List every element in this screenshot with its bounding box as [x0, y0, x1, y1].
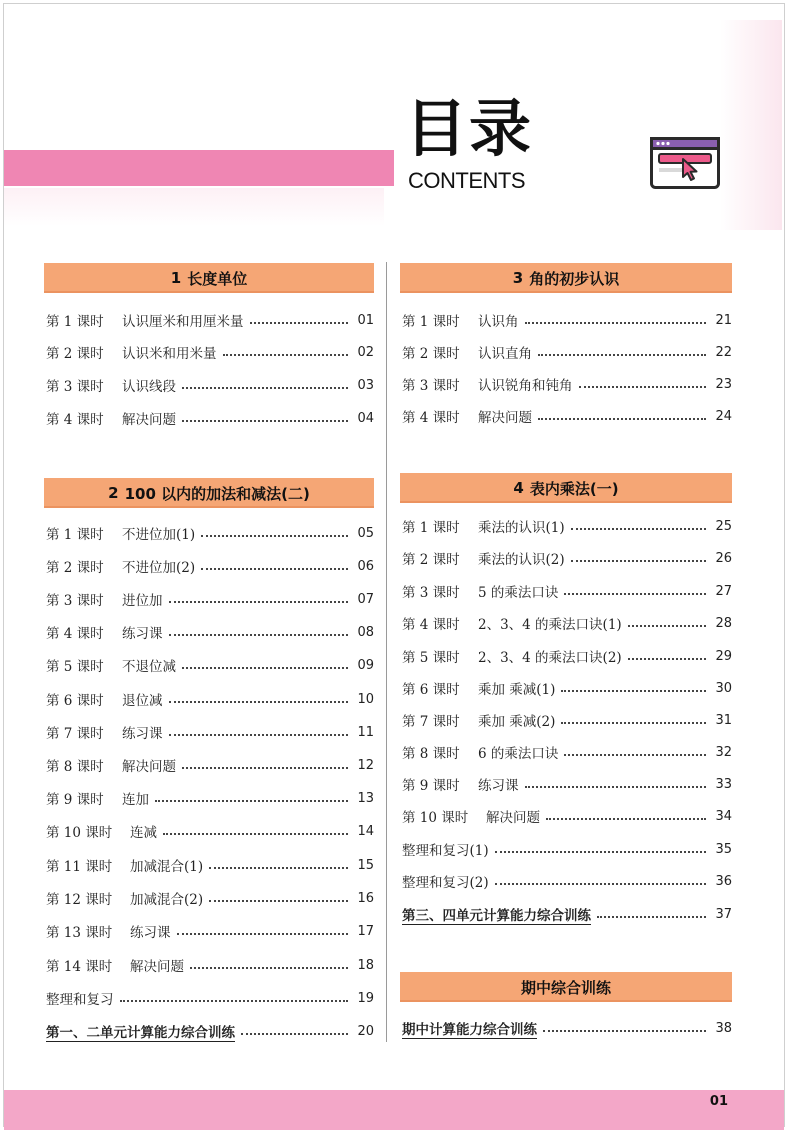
page-ref: 17	[357, 923, 374, 939]
section-header-unit-2[interactable]	[44, 478, 374, 508]
page-number: 01	[709, 1094, 728, 1109]
page-ref: 02	[357, 344, 374, 360]
page-ref: 16	[357, 890, 374, 906]
dot-leader	[209, 900, 348, 902]
section-title: 期中综合训练	[520, 978, 611, 997]
page-ref: 28	[715, 615, 732, 631]
toc-row[interactable]	[46, 309, 374, 331]
toc-row[interactable]	[402, 645, 732, 667]
toc-row[interactable]	[402, 709, 732, 731]
lesson-topic: 连加	[122, 792, 149, 808]
toc-row-review[interactable]	[402, 870, 732, 892]
lesson-topic: 认识锐角和钝角	[478, 378, 573, 394]
dot-leader	[597, 916, 706, 918]
lesson-topic: 解决问题	[122, 412, 176, 428]
lesson-topic: 认识米和用米量	[122, 346, 217, 362]
dot-leader	[579, 386, 707, 388]
toc-row[interactable]	[402, 773, 732, 795]
page-ref: 31	[715, 712, 732, 728]
lesson-topic: 乘加 乘减(1)	[478, 682, 556, 698]
lesson-topic: 2、3、4 的乘法口诀(2)	[478, 650, 622, 666]
lesson-topic: 2、3、4 的乘法口诀(1)	[478, 617, 622, 633]
toc-row[interactable]	[46, 754, 374, 776]
section-title: 表内乘法(一)	[529, 479, 619, 498]
page-ref: 30	[715, 680, 732, 696]
page-ref: 18	[357, 957, 374, 973]
toc-row[interactable]	[46, 341, 374, 363]
header-pink-fade	[4, 188, 384, 226]
toc-row-training[interactable]	[402, 903, 732, 925]
lesson-topic: 认识线段	[122, 379, 176, 395]
toc-row-review[interactable]	[402, 838, 732, 860]
dot-leader	[495, 851, 706, 853]
toc-row[interactable]	[402, 309, 732, 331]
dot-leader	[564, 754, 706, 756]
lesson-label: 第 6 课时	[46, 693, 104, 709]
dot-leader	[169, 701, 349, 703]
lesson-label: 第 13 课时	[46, 925, 113, 941]
page-ref: 13	[357, 790, 374, 806]
dot-leader	[241, 1033, 348, 1035]
dot-leader	[223, 354, 349, 356]
page-ref: 09	[357, 657, 374, 673]
lesson-topic: 认识角	[478, 314, 519, 330]
lesson-label: 第 1 课时	[402, 314, 460, 330]
lesson-label: 第 14 课时	[46, 959, 113, 975]
training-topic: 第一、二单元计算能力综合训练	[46, 1025, 235, 1041]
toc-row[interactable]	[402, 677, 732, 699]
lesson-label: 第 6 课时	[402, 682, 460, 698]
dot-leader	[169, 601, 349, 603]
section-title: 角的初步认识	[529, 269, 620, 288]
page-title: 目录	[405, 92, 534, 165]
lesson-topic: 乘法的认识(2)	[478, 552, 565, 568]
dot-leader	[538, 354, 706, 356]
toc-row[interactable]	[46, 621, 374, 643]
lesson-label: 第 8 课时	[402, 746, 460, 762]
page-ref: 03	[357, 377, 374, 393]
dot-leader	[120, 1000, 349, 1002]
dot-leader	[163, 833, 348, 835]
lesson-label: 第 2 课时	[402, 552, 460, 568]
dot-leader	[182, 667, 348, 669]
lesson-topic: 解决问题	[478, 410, 532, 426]
lesson-topic: 退位减	[122, 693, 163, 709]
dot-leader	[250, 322, 349, 324]
review-topic: 整理和复习(2)	[402, 875, 489, 891]
lesson-label: 第 7 课时	[46, 726, 104, 742]
lesson-topic: 解决问题	[486, 810, 540, 826]
page-ref: 22	[715, 344, 732, 360]
dot-leader	[538, 418, 706, 420]
dot-leader	[209, 867, 348, 869]
toc-row-training[interactable]	[46, 1020, 374, 1042]
toc-row-training[interactable]	[402, 1017, 732, 1039]
toc-row[interactable]	[46, 654, 374, 676]
toc-row[interactable]	[46, 920, 374, 942]
dot-leader	[201, 568, 348, 570]
toc-row[interactable]	[46, 555, 374, 577]
page-ref: 14	[357, 823, 374, 839]
lesson-topic: 解决问题	[130, 959, 184, 975]
lesson-topic: 5 的乘法口诀	[478, 585, 559, 601]
lesson-topic: 练习课	[122, 726, 163, 742]
page-ref: 38	[715, 1020, 732, 1036]
page-ref: 37	[715, 906, 732, 922]
footer-pink-bar	[4, 1090, 784, 1130]
toc-row[interactable]	[46, 407, 374, 429]
page-ref: 26	[715, 550, 732, 566]
lesson-label: 第 11 课时	[46, 859, 113, 875]
training-topic: 期中计算能力综合训练	[402, 1022, 537, 1038]
dot-leader	[525, 786, 707, 788]
page-ref: 04	[357, 410, 374, 426]
page-ref: 36	[715, 873, 732, 889]
page-ref: 15	[357, 857, 374, 873]
header-pink-stripe	[4, 150, 394, 186]
lesson-label: 第 8 课时	[46, 759, 104, 775]
lesson-label: 第 3 课时	[402, 378, 460, 394]
lesson-label: 第 2 课时	[46, 560, 104, 576]
lesson-label: 第 2 课时	[402, 346, 460, 362]
review-topic: 整理和复习	[46, 992, 114, 1008]
lesson-label: 第 4 课时	[46, 626, 104, 642]
lesson-label: 第 4 课时	[402, 410, 460, 426]
page-ref: 25	[715, 518, 732, 534]
page-ref: 10	[357, 691, 374, 707]
page-ref: 05	[357, 525, 374, 541]
dot-leader	[182, 767, 348, 769]
page-ref: 24	[715, 408, 732, 424]
lesson-topic: 认识厘米和用厘米量	[122, 314, 244, 330]
section-header-unit-4[interactable]	[400, 473, 732, 503]
lesson-topic: 认识直角	[478, 346, 532, 362]
lesson-label: 第 1 课时	[402, 520, 460, 536]
page-ref: 35	[715, 841, 732, 857]
lesson-topic: 进位加	[122, 593, 163, 609]
browser-cursor-icon	[650, 137, 720, 189]
dot-leader	[571, 560, 706, 562]
page-ref: 07	[357, 591, 374, 607]
lesson-label: 第 3 课时	[402, 585, 460, 601]
toc-row[interactable]	[46, 887, 374, 909]
page-ref: 11	[357, 724, 374, 740]
toc-row[interactable]	[402, 341, 732, 363]
toc-row[interactable]	[46, 374, 374, 396]
lesson-topic: 6 的乘法口诀	[478, 746, 559, 762]
dot-leader	[495, 883, 706, 885]
dot-leader	[182, 387, 348, 389]
section-number: 2	[108, 484, 119, 502]
dot-leader	[546, 818, 706, 820]
toc-row[interactable]	[46, 588, 374, 610]
toc-row[interactable]	[46, 854, 374, 876]
lesson-topic: 解决问题	[122, 759, 176, 775]
page-ref: 01	[357, 312, 374, 328]
page-ref: 20	[357, 1023, 374, 1039]
lesson-topic: 加减混合(1)	[130, 859, 204, 875]
toc-row[interactable]	[402, 612, 732, 634]
lesson-topic: 乘法的认识(1)	[478, 520, 565, 536]
page-ref: 27	[715, 583, 732, 599]
lesson-label: 第 3 课时	[46, 379, 104, 395]
section-header-unit-3[interactable]	[400, 263, 732, 293]
section-title: 长度单位	[187, 269, 248, 288]
lesson-label: 第 1 课时	[46, 314, 104, 330]
section-header-unit-1[interactable]	[44, 263, 374, 293]
lesson-label: 第 12 课时	[46, 892, 113, 908]
lesson-topic: 练习课	[130, 925, 171, 941]
toc-row[interactable]	[402, 741, 732, 763]
right-pink-haze	[720, 20, 782, 230]
dot-leader	[561, 690, 706, 692]
lesson-label: 第 4 课时	[46, 412, 104, 428]
page-subtitle: CONTENTS	[408, 168, 525, 193]
dot-leader	[190, 967, 348, 969]
toc-row[interactable]	[46, 721, 374, 743]
section-number: 4	[513, 479, 524, 497]
toc-row[interactable]	[46, 522, 374, 544]
lesson-topic: 加减混合(2)	[130, 892, 204, 908]
lesson-label: 第 9 课时	[46, 792, 104, 808]
dot-leader	[543, 1030, 706, 1032]
page-ref: 29	[715, 648, 732, 664]
lesson-label: 第 5 课时	[402, 650, 460, 666]
section-number: 3	[512, 269, 524, 287]
lesson-topic: 乘加 乘减(2)	[478, 714, 556, 730]
page-ref: 23	[715, 376, 732, 392]
lesson-topic: 连减	[130, 825, 157, 841]
page-ref: 06	[357, 558, 374, 574]
lesson-topic: 不进位加(1)	[122, 527, 196, 543]
toc-row[interactable]	[46, 688, 374, 710]
dot-leader	[564, 593, 706, 595]
page-ref: 34	[715, 808, 732, 824]
page-ref: 08	[357, 624, 374, 640]
page-ref: 19	[357, 990, 374, 1006]
dot-leader	[177, 933, 349, 935]
dot-leader	[155, 800, 348, 802]
lesson-label: 第 7 课时	[402, 714, 460, 730]
toc-row[interactable]	[402, 580, 732, 602]
toc-row[interactable]	[402, 373, 732, 395]
dot-leader	[182, 420, 348, 422]
toc-row[interactable]	[402, 515, 732, 537]
lesson-label: 第 2 课时	[46, 346, 104, 362]
toc-row[interactable]	[402, 805, 732, 827]
lesson-label: 第 4 课时	[402, 617, 460, 633]
dot-leader	[561, 722, 706, 724]
page-ref: 33	[715, 776, 732, 792]
dot-leader	[628, 658, 706, 660]
toc-row[interactable]	[46, 787, 374, 809]
page-ref: 32	[715, 744, 732, 760]
section-header-midterm[interactable]	[400, 972, 732, 1002]
training-topic: 第三、四单元计算能力综合训练	[402, 908, 591, 924]
dot-leader	[628, 625, 706, 627]
dot-leader	[169, 734, 349, 736]
lesson-label: 第 9 课时	[402, 778, 460, 794]
toc-row[interactable]	[46, 820, 374, 842]
toc-row-review[interactable]	[46, 987, 374, 1009]
lesson-label: 第 10 课时	[402, 810, 469, 826]
toc-row[interactable]	[46, 954, 374, 976]
dot-leader	[169, 634, 349, 636]
page-ref: 12	[357, 757, 374, 773]
column-divider	[386, 262, 387, 1042]
lesson-topic: 不进位加(2)	[122, 560, 196, 576]
lesson-label: 第 10 课时	[46, 825, 113, 841]
section-title: 100 以内的加法和减法(二)	[124, 484, 310, 503]
lesson-topic: 不退位减	[122, 659, 176, 675]
lesson-label: 第 3 课时	[46, 593, 104, 609]
section-number: 1	[170, 269, 182, 287]
dot-leader	[525, 322, 707, 324]
lesson-label: 第 1 课时	[46, 527, 104, 543]
dot-leader	[201, 535, 348, 537]
dot-leader	[571, 528, 706, 530]
toc-row[interactable]	[402, 405, 732, 427]
lesson-topic: 练习课	[478, 778, 519, 794]
lesson-topic: 练习课	[122, 626, 163, 642]
page-ref: 21	[715, 312, 732, 328]
lesson-label: 第 5 课时	[46, 659, 104, 675]
toc-row[interactable]	[402, 547, 732, 569]
review-topic: 整理和复习(1)	[402, 843, 489, 859]
